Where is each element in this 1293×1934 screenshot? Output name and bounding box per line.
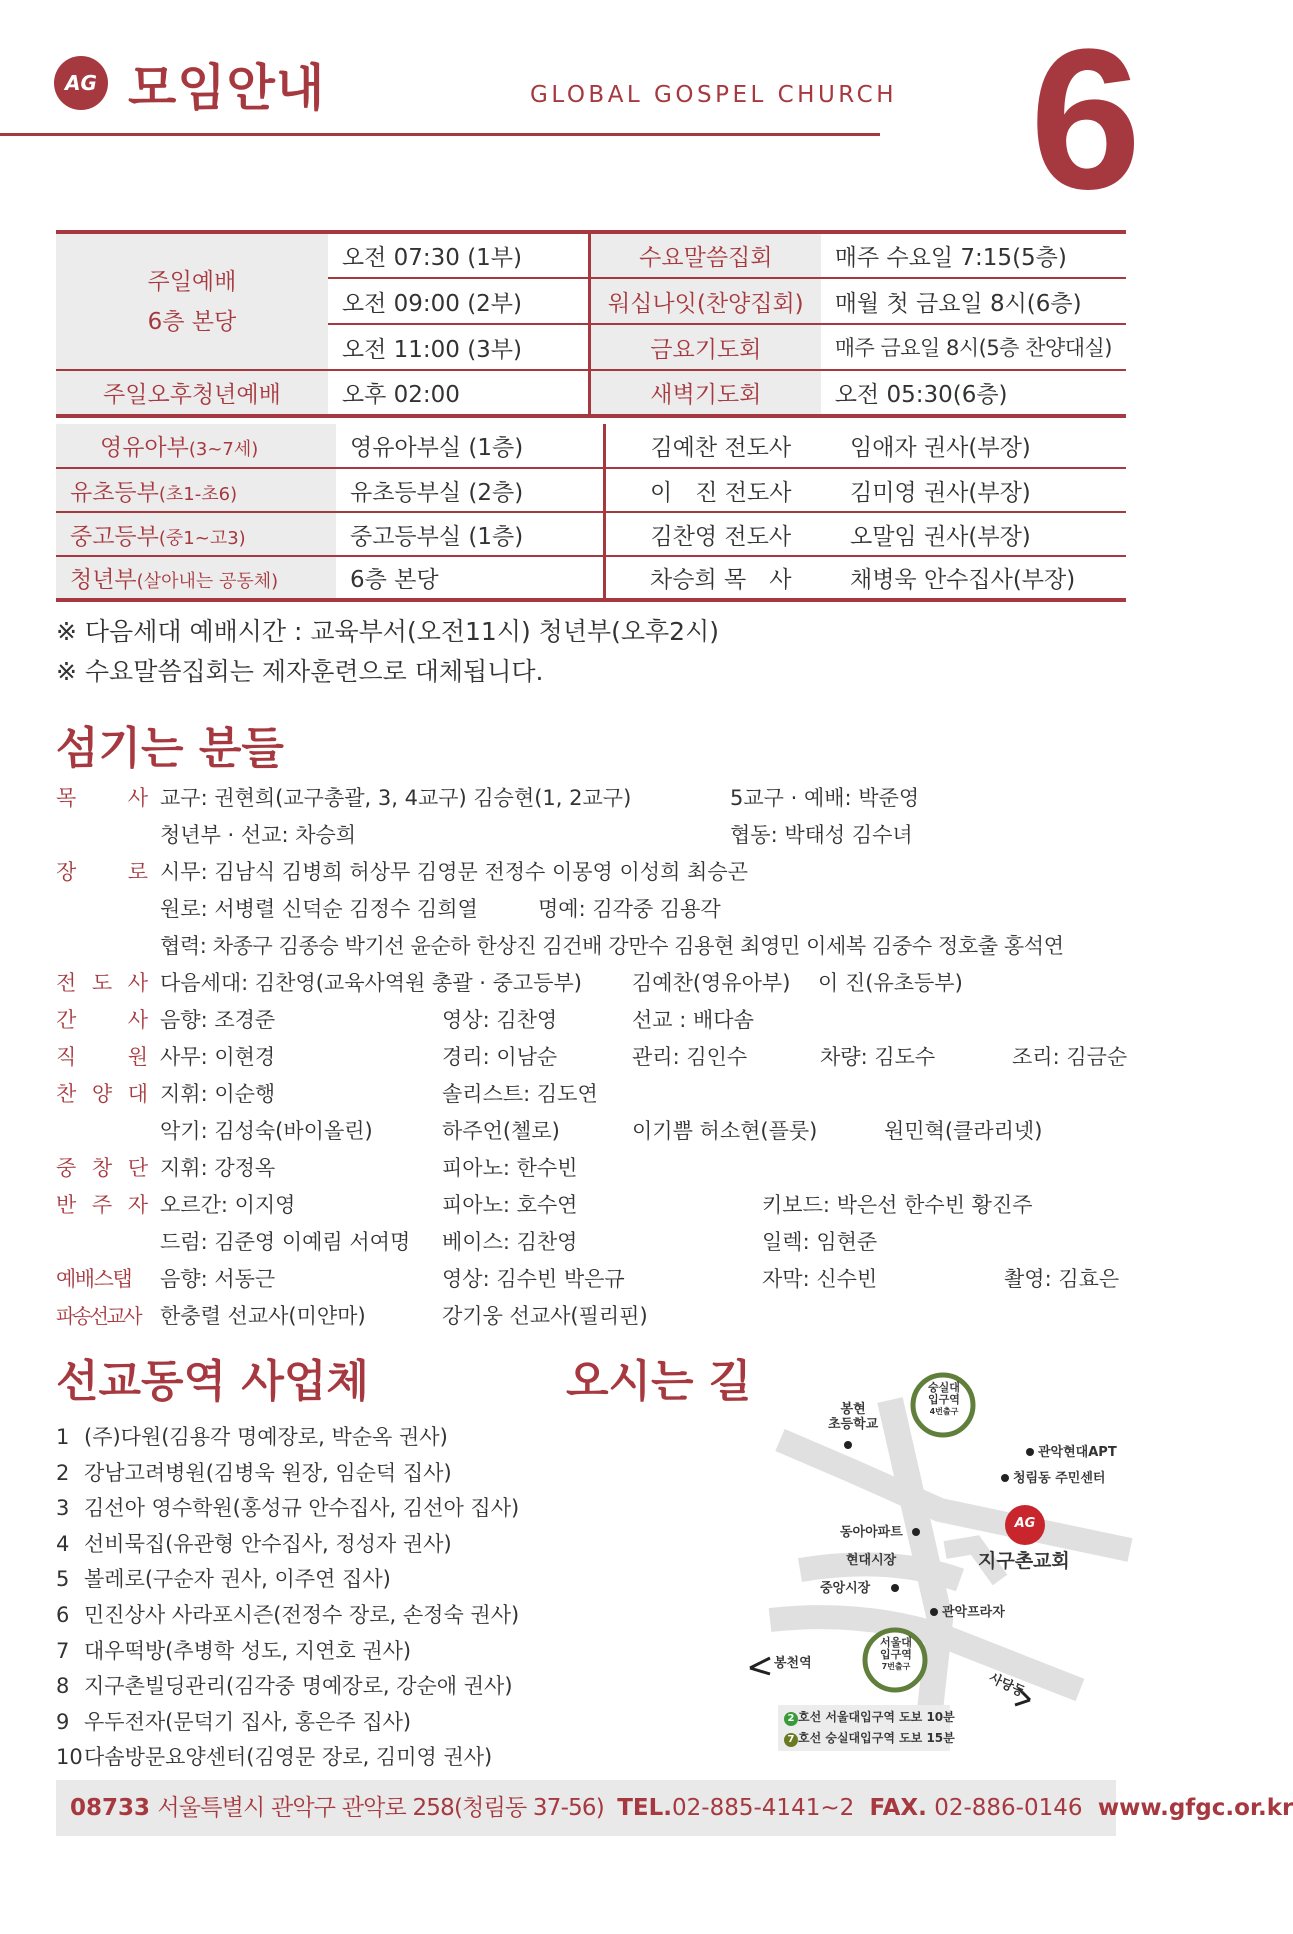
dept-leader: 채병욱 안수집사(부장) (836, 556, 1126, 600)
business-list (56, 1420, 519, 1776)
map-label-church: 지구촌교회 (978, 1550, 1070, 1572)
church-name: GLOBAL GOSPEL CHURCH (530, 82, 897, 108)
dept-pastor: 김예찬 전도사 (604, 424, 836, 468)
staff-entry: 협동: 박태성 김수녀 (730, 823, 913, 847)
map-label-apt: 관악현대APT (1038, 1445, 1117, 1460)
staff-role: 예배스탭 (56, 1267, 132, 1291)
route-info: 2 호선 서울대입구역 도보 10분 7 호선 숭실대입구역 도보 15분 (778, 1705, 950, 1751)
business-section-title: 선교동역 사업체 (56, 1356, 369, 1407)
station-top-label: 숭실대 입구역 4번출구 (928, 1381, 960, 1416)
dept-name-cell (56, 424, 336, 468)
staff-entry: 피아노: 호수연 (442, 1193, 578, 1217)
dept-name: 청년부 (70, 567, 137, 593)
sunday-worship-label: 주일예배 (147, 268, 237, 295)
weekday-label-4: 새벽기도회 (589, 370, 820, 416)
staff-entry: 일렉: 임현준 (762, 1230, 878, 1254)
staff-entry: 지휘: 이순행 (160, 1082, 276, 1106)
list-item: 7 대우떡방(추병학 성도, 지연호 권사) (56, 1638, 412, 1663)
note-line: ※ 다음세대 예배시간 : 교육부서(오전11시) 청년부(오후2시) (56, 617, 719, 646)
staff-entry: 선교 : 배다솜 (632, 1008, 754, 1032)
staff-entry: 음향: 조경준 (160, 1008, 276, 1032)
staff-entry: 협력: 차종구 김종승 박기선 윤순하 한상진 김건배 강만수 김용현 최영민 이세복 김중수 정호출 홍석연 (160, 934, 1064, 958)
map-label-market2: 중앙시장 (820, 1581, 871, 1596)
dept-ages: (초1-초6) (158, 483, 238, 505)
dept-ages: (3~7세) (188, 439, 259, 460)
dept-room: 영유아부실 (1층) (336, 424, 604, 468)
staff-entry: 차량: 김도수 (820, 1045, 936, 1069)
dept-pastor: 김찬영 전도사 (604, 512, 836, 556)
staff-entry: 피아노: 한수빈 (442, 1156, 578, 1180)
staff-entry: 촬영: 김효은 (1004, 1267, 1120, 1291)
list-item: 6 민진상사 사라포시즌(전정수 장로, 손정숙 권사) (56, 1602, 520, 1627)
map-label-east: 사당동 (986, 1670, 1028, 1701)
dept-leader: 김미영 권사(부장) (836, 468, 1126, 512)
staff-entry: 음향: 서동근 (160, 1267, 276, 1291)
staff-entry: 이 진(유초등부) (818, 971, 963, 995)
sunday-time-3: 오전 11:00 (3부) (328, 324, 590, 370)
staff-entry: 키보드: 박은선 한수빈 황진주 (762, 1193, 1033, 1217)
page-title: 모임안내 (128, 59, 326, 117)
header-divider (0, 133, 880, 136)
staff-entry: 원로: 서병렬 신덕순 김정수 김희열 (160, 897, 478, 921)
issue-number: 6 (1030, 8, 1142, 231)
staff-role: 전 도 사 (56, 971, 148, 995)
weekday-label-2: 워십나잇(찬양집회) (589, 278, 820, 324)
dept-room: 유초등부실 (2층) (336, 468, 604, 512)
dept-leader: 임애자 권사(부장) (836, 424, 1126, 468)
staff-role: 직 원 (56, 1045, 148, 1069)
weekday-time-4: 오전 05:30(6층) (834, 382, 1008, 408)
weekday-label-3: 금요기도회 (589, 324, 820, 370)
dept-room: 중고등부실 (1층) (336, 512, 604, 556)
church-logo: AG (54, 56, 108, 110)
map-label-center: 청림동 주민센터 (1013, 1471, 1106, 1486)
staff-role: 반 주 자 (56, 1193, 148, 1217)
weekday-time-3: 매주 금요일 8시(5층 찬양대실) (821, 324, 1126, 370)
list-item: 8 지구촌빌딩관리(김각중 명예장로, 강순애 권사) (56, 1674, 513, 1699)
station-bottom-label: 서울대 입구역 7번출구 (880, 1636, 912, 1671)
staff-entry: 영상: 김찬영 (442, 1008, 558, 1032)
weekday-time-1: 매주 수요일 7:15(5층) (821, 232, 1126, 278)
staff-entry: 한충렬 선교사(미얀마) (160, 1304, 366, 1328)
dept-ages: (중1~고3) (158, 527, 246, 549)
map-roads (740, 1360, 1140, 1760)
line-7-icon: 7 (784, 1733, 798, 1747)
dept-name: 유초등부 (70, 479, 159, 506)
staff-entry: 영상: 김수빈 박은규 (442, 1267, 625, 1291)
dept-pastor: 이 진 전도사 (604, 468, 836, 512)
staff-entry: 다음세대: 김찬영(교육사역원 총괄 · 중고등부) (160, 971, 582, 995)
staff-entry: 자막: 신수빈 (762, 1267, 878, 1291)
staff-section-title: 섬기는 분들 (56, 723, 284, 774)
staff-entry: 5교구 · 예배: 박준영 (730, 786, 920, 810)
staff-entry: 김예찬(영유아부) (632, 971, 791, 995)
dept-ages: (살아내는 공동체) (136, 571, 279, 592)
sunday-worship-location: 6층 본당 (147, 308, 237, 335)
staff-role: 간 사 (56, 1008, 148, 1032)
dept-name: 중고등부 (70, 523, 159, 550)
line-2-icon: 2 (784, 1712, 798, 1726)
staff-entry: 드럼: 김준영 이예림 서여명 (160, 1230, 411, 1254)
table-row (56, 556, 1126, 600)
list-item: 10다솜방문요양센터(김영문 장로, 김미영 권사) (56, 1745, 493, 1770)
staff-role: 찬 양 대 (56, 1082, 148, 1106)
youth-worship-label: 주일오후청년예배 (56, 370, 328, 416)
weekday-time-2: 매월 첫 금요일 8시(6층) (821, 278, 1126, 324)
list-item: 4 선비묵집(유관형 안수집사, 정성자 권사) (56, 1531, 452, 1556)
staff-entry: 시무: 김남식 김병희 허상무 김영문 전정수 이몽영 이성희 최승곤 (160, 860, 748, 884)
staff-entry: 원민혁(클라리넷) (884, 1119, 1043, 1143)
directions-map (740, 1360, 1140, 1760)
notes (56, 612, 719, 692)
dept-room: 6층 본당 (336, 556, 604, 600)
map-label-donga: 동아아파트 (840, 1525, 903, 1540)
staff-entry: 사무: 이현경 (160, 1045, 276, 1069)
dept-name-cell (56, 512, 336, 556)
staff-entry: 교구: 권현희(교구총괄, 3, 4교구) 김승현(1, 2교구) (160, 786, 632, 810)
sunday-worship-cell (56, 232, 328, 370)
map-label-market1: 현대시장 (846, 1553, 897, 1568)
staff-entry: 조리: 김금순 (1012, 1045, 1128, 1069)
map-label-west: 봉천역 (774, 1656, 812, 1671)
directions-section-title: 오시는 길 (566, 1356, 752, 1407)
sunday-time-2: 오전 09:00 (2부) (328, 278, 590, 324)
weekday-label-1: 수요말씀집회 (589, 232, 820, 278)
dept-pastor: 차승희 목 사 (604, 556, 836, 600)
church-map-logo-text: AG (1014, 1516, 1036, 1531)
dept-name-cell (56, 556, 336, 600)
staff-entry: 강기웅 선교사(필리핀) (442, 1304, 648, 1328)
list-item: 1 (주)다원(김용각 명예장로, 박순옥 권사) (56, 1425, 448, 1449)
map-label-school: 봉현 초등학교 (828, 1402, 879, 1432)
staff-entry: 관리: 김인수 (632, 1045, 748, 1069)
table-row (56, 512, 1126, 556)
list-item: 9 우두전자(문덕기 집사, 홍은주 집사) (56, 1709, 412, 1734)
map-label-plaza: 관악프라자 (942, 1605, 1005, 1620)
website-link[interactable]: www.gfgc.or.kr (1097, 1795, 1293, 1821)
staff-role: 장 로 (56, 860, 148, 884)
list-item: 5 볼레로(구순자 권사, 이주연 집사) (56, 1567, 391, 1592)
list-item: 3 김선아 영수학원(홍성규 안수집사, 김선아 집사) (56, 1496, 520, 1521)
staff-entry: 지휘: 강정옥 (160, 1156, 276, 1180)
staff-entry: 명예: 김각중 김용각 (538, 897, 721, 921)
dept-name-cell (56, 468, 336, 512)
note-line: ※ 수요말씀집회는 제자훈련으로 대체됩니다. (56, 657, 544, 686)
staff-entry: 경리: 이남순 (442, 1045, 558, 1069)
staff-entry: 하주언(첼로) (442, 1119, 560, 1143)
list-item: 2 강남고려병원(김병욱 원장, 임순덕 집사) (56, 1460, 452, 1485)
department-table (56, 424, 1126, 602)
staff-entry: 이기쁨 허소현(플룻) (632, 1119, 818, 1143)
staff-role: 중 창 단 (56, 1156, 148, 1180)
youth-worship-time: 오후 02:00 (328, 370, 590, 416)
staff-role: 파송선교사 (56, 1304, 141, 1328)
table-row (56, 424, 1126, 468)
worship-schedule-table (56, 230, 1126, 418)
dept-name: 영유아부 (100, 435, 189, 461)
dept-leader: 오말임 권사(부장) (836, 512, 1126, 556)
staff-entry: 악기: 김성숙(바이올린) (160, 1119, 373, 1143)
footer-contact: 08733 서울특별시 관악구 관악로 258(청림동 37-56) TEL.02-885-4141~2 FAX. 02-886-0146 www.gfgc.or.kr (56, 1780, 1116, 1836)
staff-entry: 청년부 · 선교: 차승희 (160, 823, 357, 847)
staff-entry: 오르간: 이지영 (160, 1193, 296, 1217)
staff-entry: 베이스: 김찬영 (442, 1230, 578, 1254)
sunday-time-1: 오전 07:30 (1부) (328, 232, 590, 278)
staff-entry: 솔리스트: 김도연 (442, 1082, 598, 1106)
table-row (56, 468, 1126, 512)
staff-role: 목 사 (56, 786, 148, 810)
